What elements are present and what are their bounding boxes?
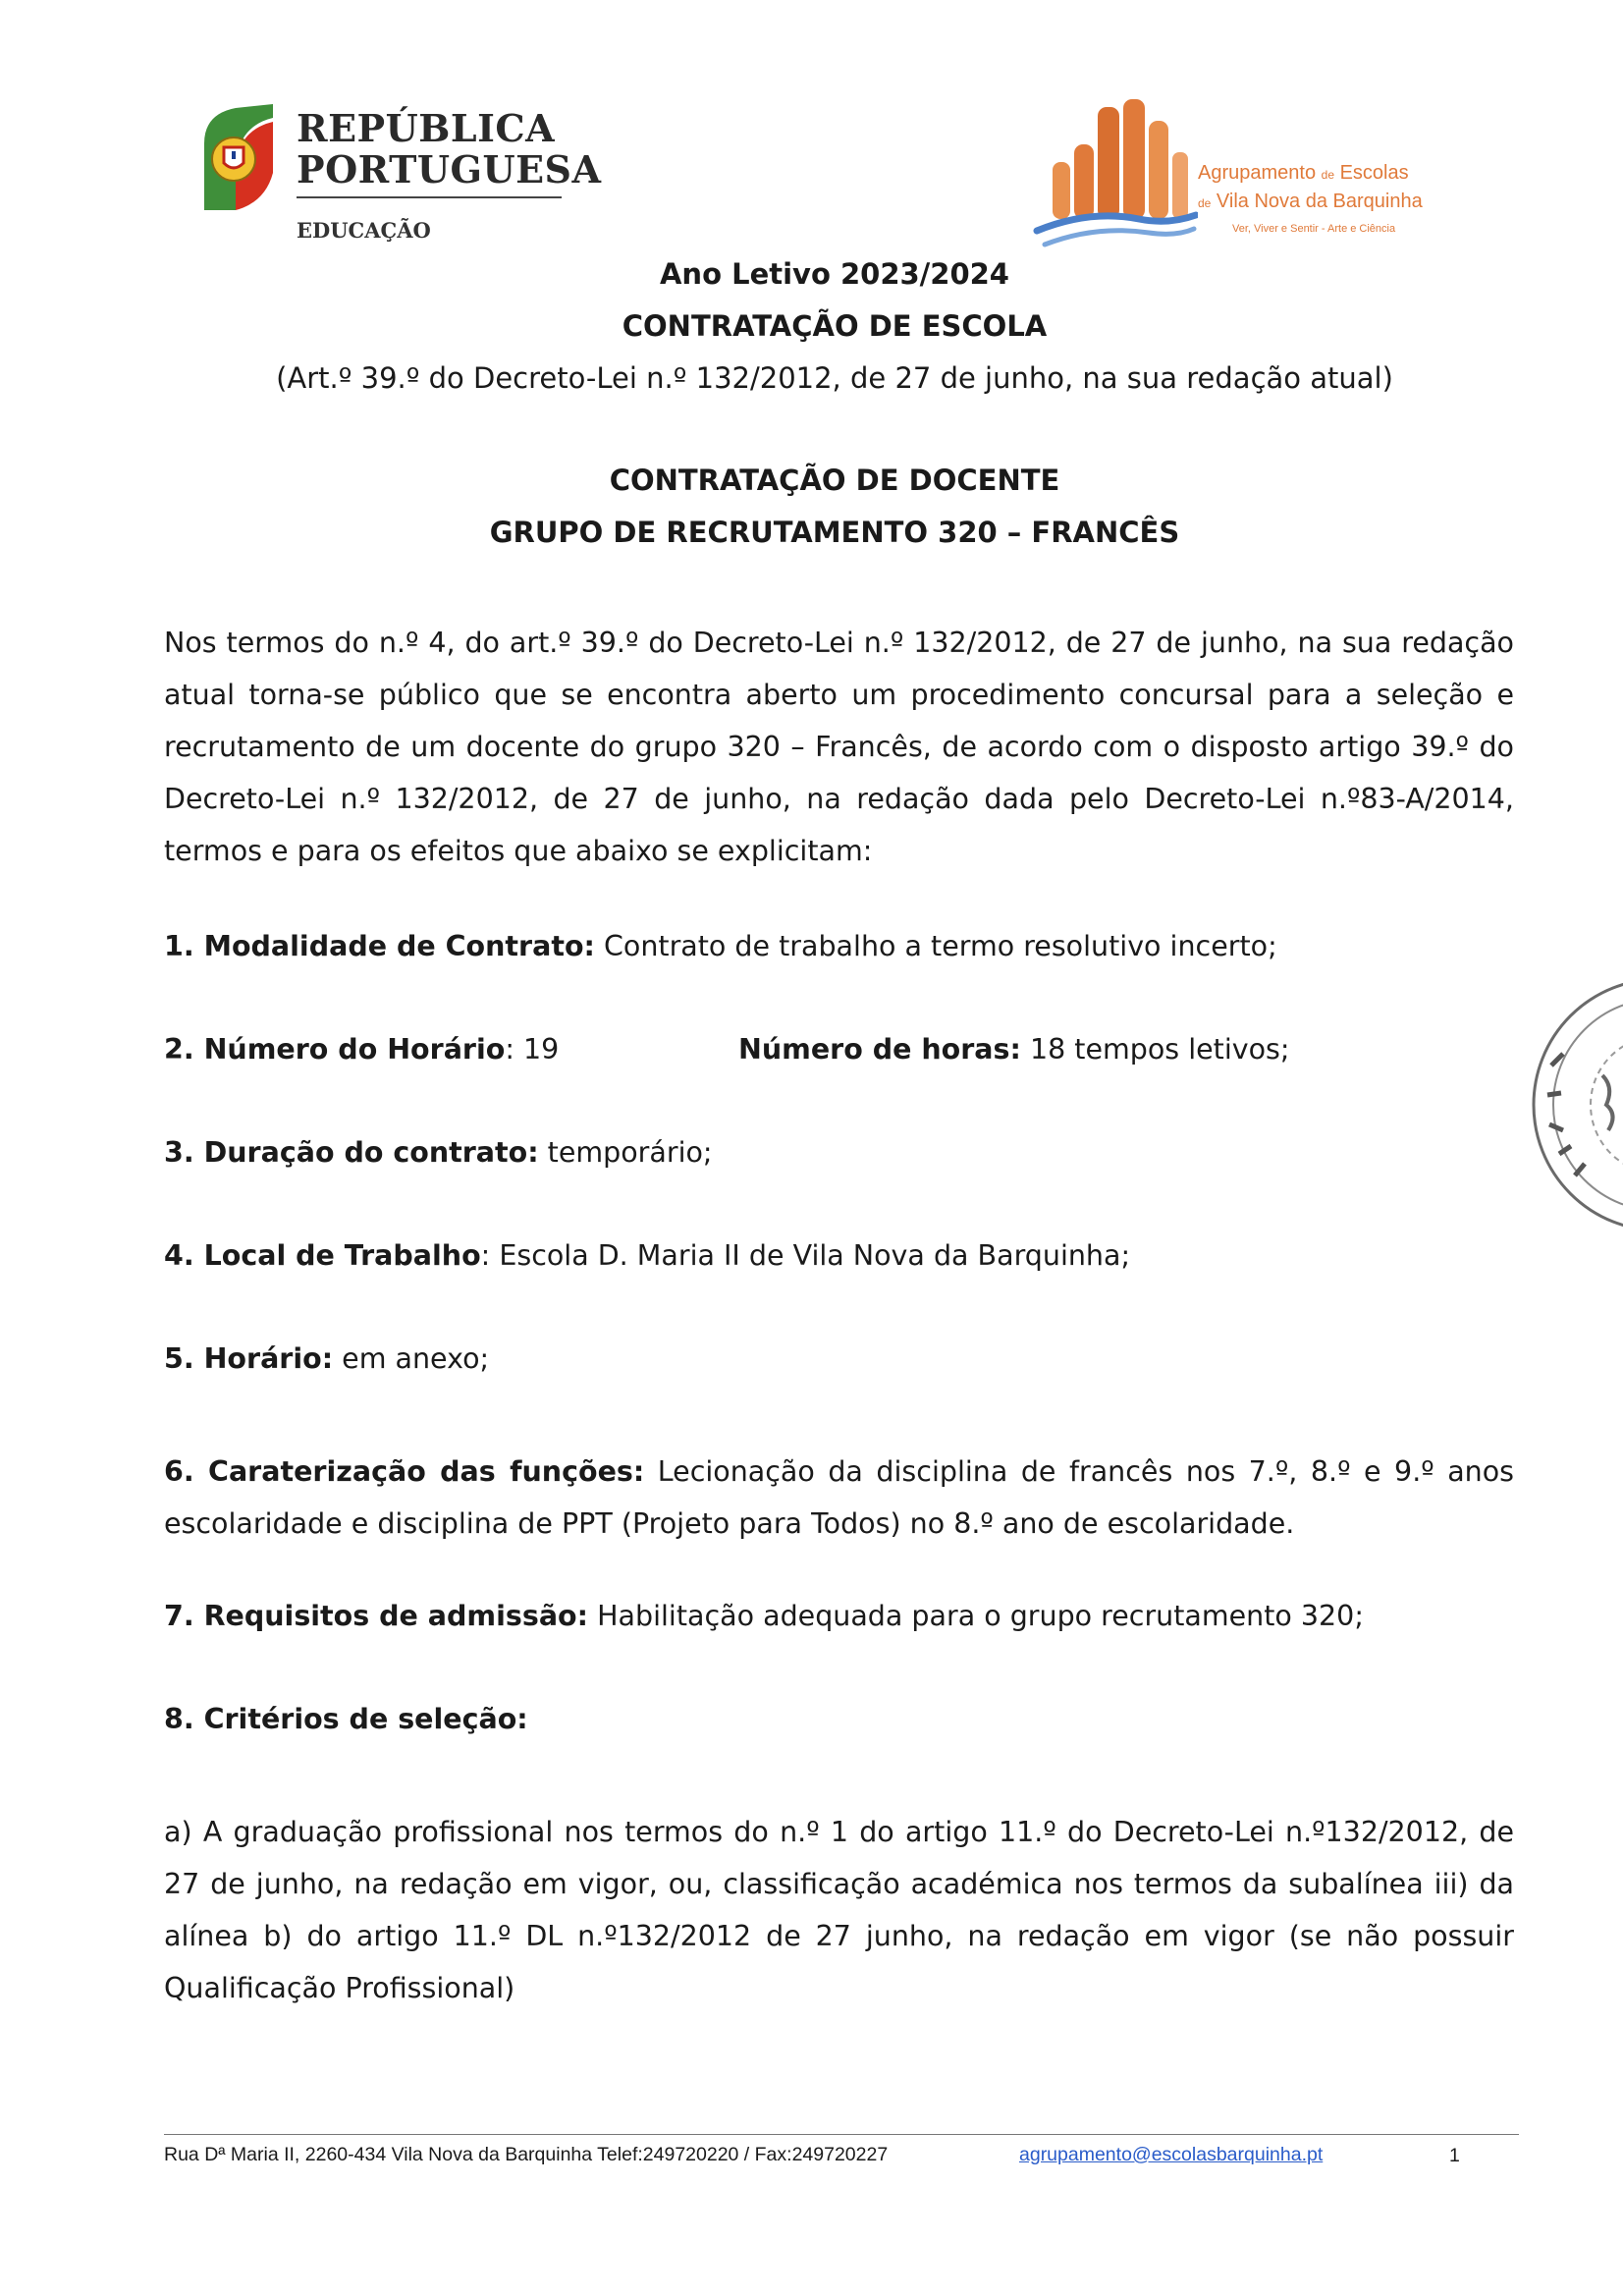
item-workplace <box>164 1239 1130 1272</box>
item-label: 8. Critérios de seleção: <box>164 1703 528 1735</box>
recruitment-group-title: GRUPO DE RECRUTAMENTO 320 – FRANCÊS <box>489 516 1180 549</box>
item-duration <box>164 1136 713 1169</box>
item-value: Contrato de trabalho a termo resolutivo incerto; <box>594 930 1277 962</box>
gov-title: REPÚBLICA PORTUGUESA <box>297 106 602 191</box>
item-schedule <box>164 1342 489 1375</box>
portugal-emblem-icon <box>196 104 277 212</box>
footer-address: Rua Dª Maria II, 2260-434 Vila Nova da Barquinha Telef:249720220 / Fax:249720227 <box>164 2144 889 2165</box>
item-value: temporário; <box>538 1136 713 1169</box>
criterion-a: a) A graduação profissional nos termos do n.º 1 do artigo 11.º do Decreto-Lei n.º132/2012, de 27 de junho, na redação em vigor, ou, classificação académica nos termos da subalínea iii) da alínea b) do artigo 11.º DL n.º132/2012 de 27 junho, na redação em vigor (se não possuir Qualificação Profissional) <box>164 1816 1514 2004</box>
intro-paragraph: Nos termos do n.º 4, do art.º 39.º do Decreto-Lei n.º 132/2012, de 27 de junho, na sua redação atual torna-se público que se encontra aberto um procedimento concursal para a seleção e recrutamento de um docente do grupo 320 – Francês, de acordo com o disposto artigo 39.º do Decreto-Lei n.º 132/2012, de 27 de junho, na redação dada pelo Decreto-Lei n.º83-A/2014, termos e para os efeitos que abaixo se explicitam: <box>164 627 1514 867</box>
official-stamp-icon <box>1512 957 1623 1252</box>
item-value: : 19 <box>505 1033 560 1066</box>
item-schedule-number <box>164 1033 559 1066</box>
item-value: Habilitação adequada para o grupo recrutamento 320; <box>588 1600 1364 1632</box>
gov-subtitle: EDUCAÇÃO <box>297 218 431 243</box>
legal-reference: (Art.º 39.º do Decreto-Lei n.º 132/2012, de 27 de junho, na sua redação atual) <box>276 361 1393 395</box>
item-value: Lecionação da disciplina de francês nos 7.º, 8.º e 9.º anos escolaridade e disciplina de PPT (Projeto para Todos) no 8.º ano de escolaridade. <box>164 1455 1515 1540</box>
footer-divider <box>164 2134 1519 2135</box>
school-motto: Ver, Viver e Sentir - Arte e Ciência <box>1232 223 1396 235</box>
item-value: : Escola D. Maria II de Vila Nova da Barquinha; <box>480 1239 1131 1272</box>
item-value: em anexo; <box>333 1342 490 1375</box>
item-label: 1. Modalidade de Contrato: <box>164 930 595 962</box>
school-emblem-icon <box>1031 93 1198 255</box>
item-contract-type <box>164 930 1277 962</box>
item-label: 3. Duração do contrato: <box>164 1136 539 1169</box>
republica-portuguesa-logo <box>196 102 602 249</box>
item-label: 7. Requisitos de admissão: <box>164 1600 589 1632</box>
item-value: 18 tempos letivos; <box>1020 1033 1290 1066</box>
school-name: Agrupamento de Escolas de Vila Nova da Barquinha <box>1198 162 1423 212</box>
school-year-title: Ano Letivo 2023/2024 <box>659 257 1009 291</box>
item-duties <box>164 1446 1514 1550</box>
item-selection-criteria <box>164 1703 528 1735</box>
item-label: 4. Local de Trabalho <box>164 1239 481 1272</box>
page-number: 1 <box>1449 2145 1460 2166</box>
item-requirements <box>164 1600 1364 1632</box>
teacher-contract-title: CONTRATAÇÃO DE DOCENTE <box>609 464 1060 497</box>
gov-divider <box>297 196 562 198</box>
school-logo <box>1031 93 1463 260</box>
item-label: 6. Caraterização das funções: <box>164 1455 645 1488</box>
item-label: 2. Número do Horário <box>164 1033 506 1066</box>
item-label: 5. Horário: <box>164 1342 334 1375</box>
item-hours <box>738 1033 1290 1066</box>
footer-email-link[interactable]: agrupamento@escolasbarquinha.pt <box>1019 2144 1324 2165</box>
item-label: Número de horas: <box>738 1033 1021 1066</box>
contract-title: CONTRATAÇÃO DE ESCOLA <box>622 309 1048 343</box>
